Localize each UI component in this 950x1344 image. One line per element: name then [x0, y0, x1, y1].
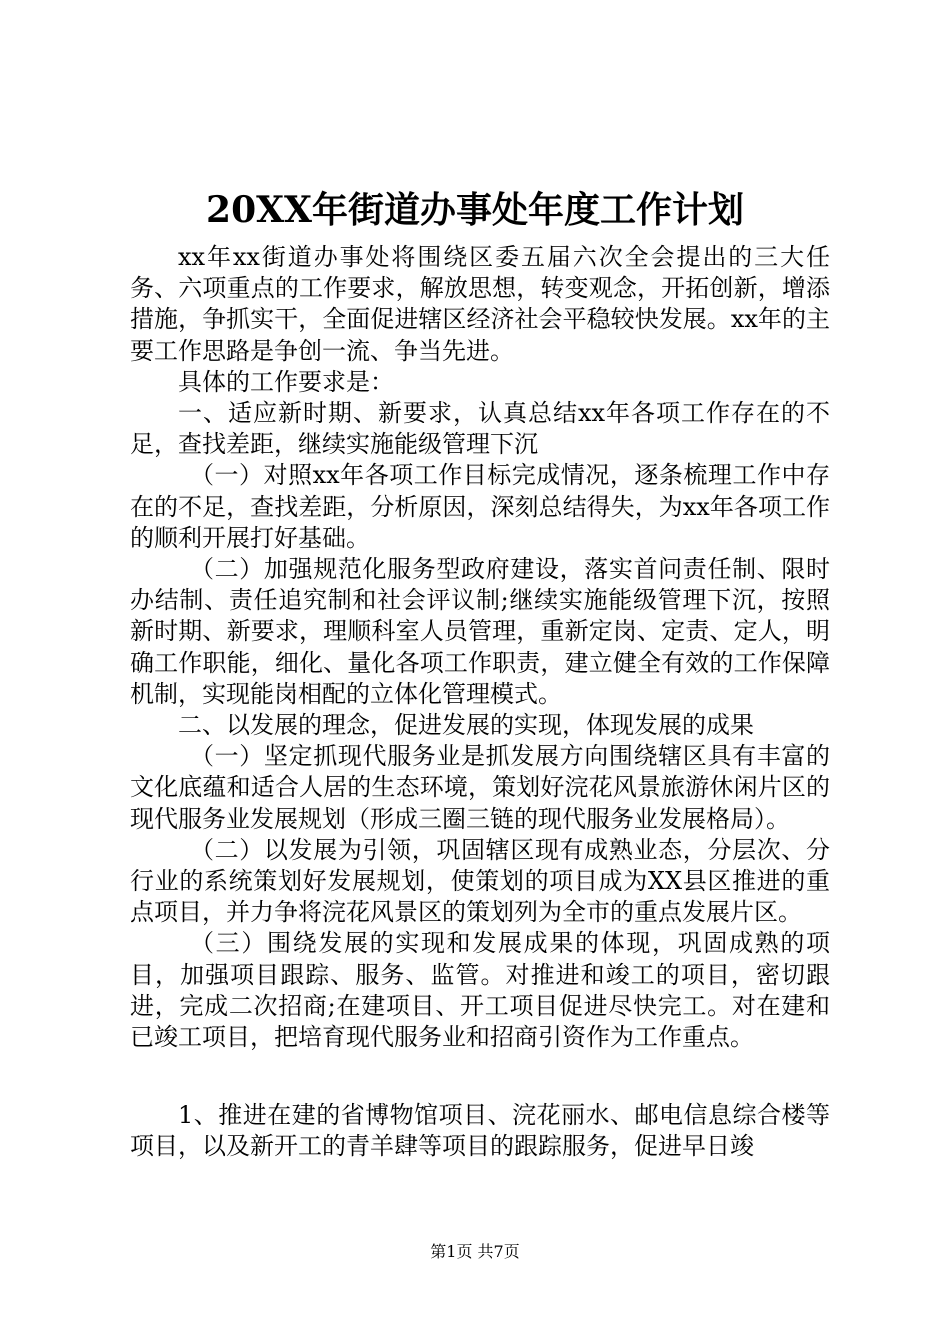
heading-section-1: 一、适应新时期、新要求，认真总结xx年各项工作存在的不足，查找差距，继续实施能级管理下沉 — [130, 399, 830, 459]
paragraph-item-1: 1、推进在建的省博物馆项目、浣花丽水、邮电信息综合楼等项目，以及新开工的青羊肆等项目的跟踪服务，促进早日竣 — [130, 1101, 830, 1161]
paragraph-2-2: （二）以发展为引领，巩固辖区现有成熟业态，分层次、分行业的系统策划好发展规划，使策划的项目成为XX县区推进的重点项目，并力争将浣花风景区的策划列为全市的重点发展片区。 — [130, 835, 830, 927]
paragraph-2-1: （一）坚定抓现代服务业是抓发展方向围绕辖区具有丰富的文化底蕴和适合人居的生态环境，策划好浣花风景旅游休闲片区的现代服务业发展规划（形成三圈三链的现代服务业发展格局）。 — [130, 742, 830, 833]
paragraph-1-2: （二）加强规范化服务型政府建设，落实首问责任制、限时办结制、责任追究制和社会评议制;继续实施能级管理下沉，按照新时期、新要求，理顺科室人员管理，重新定岗、定责、定人，明确工作职能，细化、量化各项工作职责，建立健全有效的工作保障机制，实现能岗相配的立体化管理模式。 — [130, 555, 830, 708]
paragraph-requirements-lead: 具体的工作要求是： — [178, 367, 394, 396]
document-body — [130, 242, 830, 1163]
page-footer: 第1页 共7页 — [430, 1242, 520, 1261]
document-title: 20XX年街道办事处年度工作计划 — [206, 189, 744, 231]
paragraph-gap — [130, 1053, 830, 1100]
paragraph-2-3: （三）围绕发展的实现和发展成果的体现，巩固成熟的项目，加强项目跟踪、服务、监管。对推进和竣工的项目，密切跟进，完成二次招商;在建项目、开工项目促进尽快完工。对在建和已竣工项目，把培育现代服务业和招商引资作为工作重点。 — [130, 929, 830, 1052]
paragraph-intro: xx年xx街道办事处将围绕区委五届六次全会提出的三大任务、六项重点的工作要求，解放思想，转变观念，开拓创新，增添措施，争抓实干，全面促进辖区经济社会平稳较快发展。xx年的主要工作思路是争创一流、争当先进。 — [130, 243, 830, 365]
paragraph-1-1: （一）对照xx年各项工作目标完成情况，逐条梳理工作中存在的不足，查找差距，分析原因，深刻总结得失，为xx年各项工作的顺利开展打好基础。 — [130, 461, 830, 552]
heading-section-2: 二、以发展的理念，促进发展的实现，体现发展的成果 — [178, 711, 754, 740]
